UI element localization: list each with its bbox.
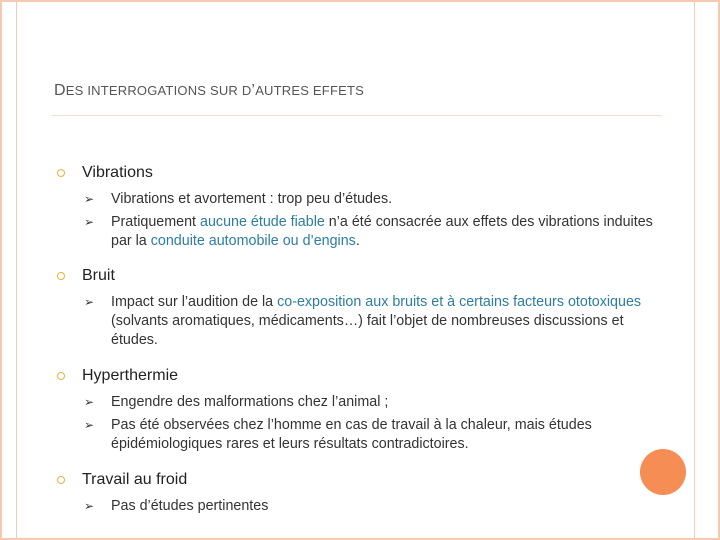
list-item: [54, 497, 664, 516]
arrow-bullet-icon: ➢: [84, 215, 95, 229]
title-rule: [52, 115, 662, 116]
list-item: [54, 416, 664, 454]
list-item: [54, 293, 664, 350]
circle-bullet-icon: [57, 169, 65, 177]
section-heading-text: Bruit: [82, 267, 115, 284]
orange-circle-decor: [640, 449, 686, 495]
bullet-list: [54, 293, 664, 350]
slide-title: [54, 82, 364, 100]
item-text: Pas d’études pertinentes: [111, 498, 269, 514]
item-text: Vibrations et avortement : trop peu d’études.: [111, 191, 393, 207]
item-text: Engendre des malformations chez l’animal ;: [111, 394, 389, 410]
section-1: [54, 263, 664, 350]
item-text: .: [355, 233, 360, 249]
section-heading-text: Travail au froid: [82, 471, 188, 488]
title-part2: AUTRES EFFETS: [255, 83, 364, 98]
section-heading: [54, 467, 664, 493]
item-text: Pratiquement: [111, 214, 201, 230]
arrow-bullet-icon: ➢: [84, 418, 95, 432]
circle-bullet-icon: [57, 372, 65, 380]
section-3: [54, 467, 664, 516]
arrow-bullet-icon: ➢: [84, 295, 95, 309]
bullet-list: [54, 190, 664, 251]
left-decor-line: [16, 0, 17, 540]
section-2: [54, 363, 664, 454]
highlighted-text: aucune étude fiable: [200, 214, 325, 230]
right-decor-line: [694, 0, 695, 540]
bullet-list: [54, 497, 664, 516]
title-part1: ES INTERROGATIONS SUR D: [65, 83, 252, 98]
item-text: n’a été consacrée aux effets des vibrations induites par la: [111, 214, 653, 249]
item-text: Impact sur l’audition de la: [111, 294, 278, 310]
list-item: [54, 190, 664, 209]
highlighted-text: co-exposition aux bruits et à certains facteurs ototoxiques: [277, 294, 642, 310]
arrow-bullet-icon: ➢: [84, 395, 95, 409]
bullet-list: [54, 393, 664, 454]
item-text: (solvants aromatiques, médicaments…) fait l’objet de nombreuses discussions et études.: [111, 313, 624, 348]
section-heading: [54, 263, 664, 289]
section-heading: [54, 363, 664, 389]
list-item: [54, 213, 664, 251]
title-first-letter: D: [54, 82, 66, 99]
section-heading: [54, 160, 664, 186]
slide-content: [54, 160, 664, 516]
section-0: [54, 160, 664, 251]
section-heading-text: Hyperthermie: [82, 367, 179, 384]
arrow-bullet-icon: ➢: [84, 192, 95, 206]
circle-bullet-icon: [57, 476, 65, 484]
title-apostrophe: ’: [251, 82, 256, 99]
arrow-bullet-icon: ➢: [84, 499, 95, 513]
section-heading-text: Vibrations: [82, 164, 153, 181]
circle-bullet-icon: [57, 272, 65, 280]
highlighted-text: conduite automobile ou d’engins: [150, 233, 356, 249]
list-item: [54, 393, 664, 412]
item-text: Pas été observées chez l’homme en cas de travail à la chaleur, mais études épidémiologiques rares et leurs résultats contradictoires.: [111, 417, 592, 452]
